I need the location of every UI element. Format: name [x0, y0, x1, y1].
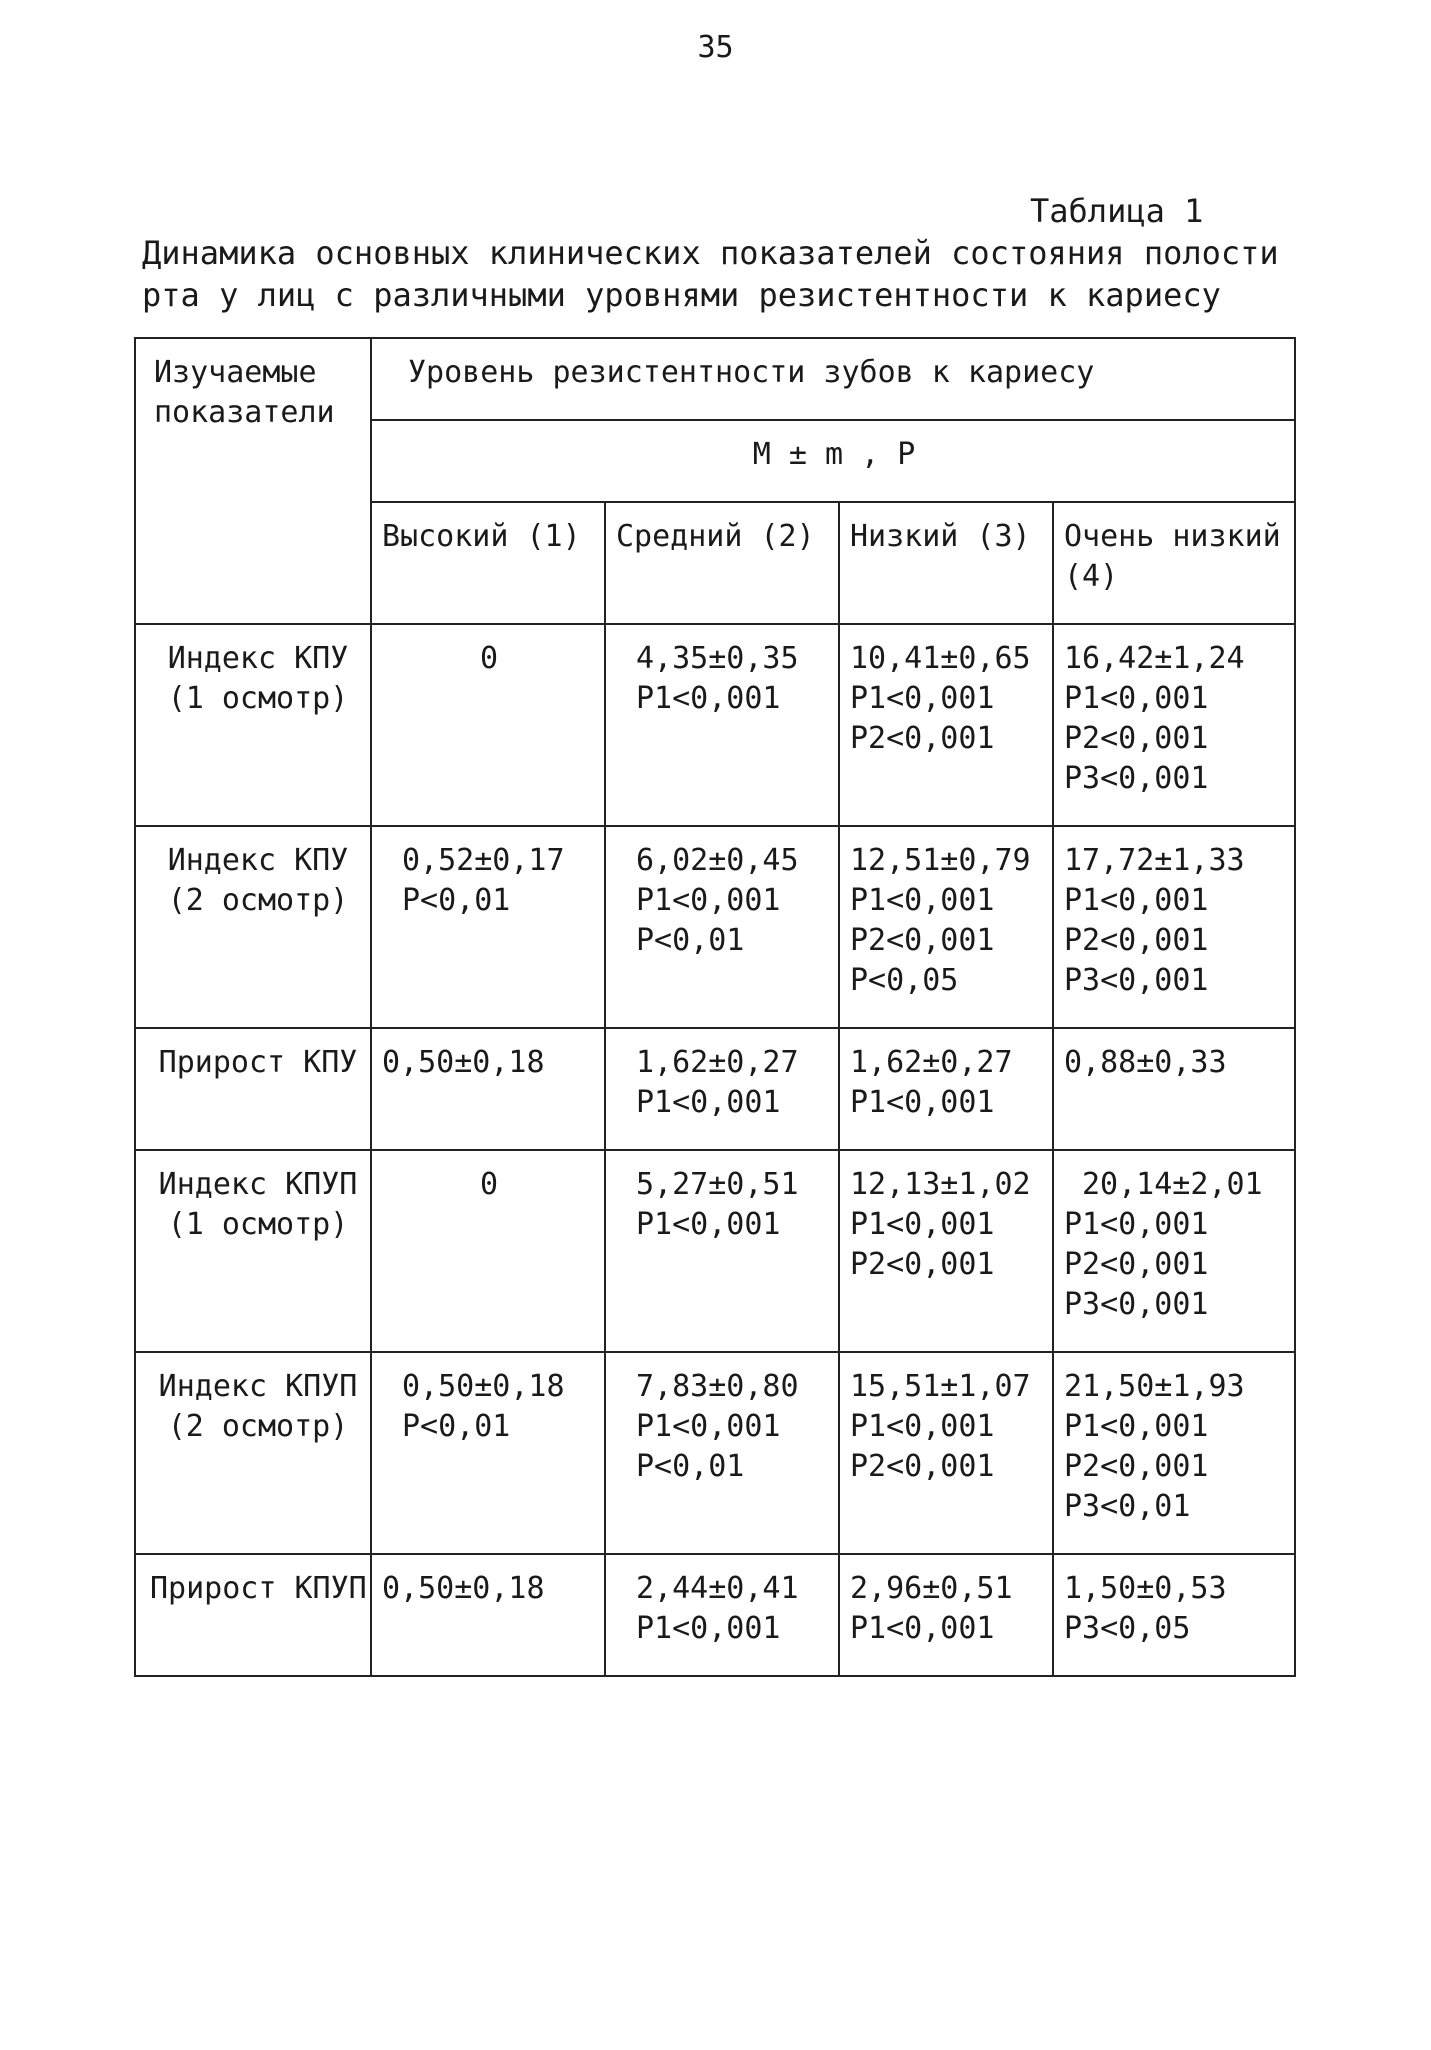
row-label-line: Прирост КПУП — [150, 1571, 367, 1606]
cell-line: 2,44±0,41 — [636, 1571, 799, 1606]
value-cell — [371, 826, 605, 1028]
cell-line: 5,27±0,51 — [636, 1167, 799, 1202]
group-header-cell: Уровень резистентности зубов к кариесу — [371, 338, 1295, 420]
cell-line: P1<0,001 — [636, 1409, 781, 1444]
value-cell — [605, 624, 839, 826]
row-label-cell — [135, 1352, 371, 1554]
stat-header-cell: M ± m , P — [371, 420, 1295, 502]
cell-line: P1<0,001 — [1064, 681, 1209, 716]
table-label: Таблица 1 — [1030, 192, 1204, 230]
cell-line: P2<0,001 — [850, 1449, 995, 1484]
table-row — [135, 1352, 1295, 1554]
value-cell — [371, 1554, 605, 1676]
level-header-cell: Средний (2) — [605, 502, 839, 624]
page-number: 35 — [697, 30, 734, 65]
value-cell — [839, 1352, 1053, 1554]
cell-line: P2<0,001 — [850, 1247, 995, 1282]
cell-line: P<0,05 — [850, 963, 959, 998]
cell-line: P<0,01 — [636, 923, 745, 958]
table-row — [135, 1554, 1295, 1676]
cell-line: P1<0,001 — [1064, 1409, 1209, 1444]
cell-line: P3<0,01 — [1064, 1489, 1191, 1524]
value-cell — [605, 826, 839, 1028]
row-label-cell — [135, 1150, 371, 1352]
row-label-line: (1 осмотр) — [167, 681, 349, 716]
cell-line: 16,42±1,24 — [1064, 641, 1245, 676]
value-cell — [371, 1352, 605, 1554]
value-cell — [839, 826, 1053, 1028]
cell-line: P2<0,001 — [1064, 721, 1209, 756]
value-cell — [1053, 1554, 1295, 1676]
cell-line: 2,96±0,51 — [850, 1571, 1013, 1606]
level-header-cell: Низкий (3) — [839, 502, 1053, 624]
level-header-cell: Очень низкий (4) — [1053, 502, 1295, 624]
cell-line: P1<0,001 — [850, 1085, 995, 1120]
value-cell — [1053, 1028, 1295, 1150]
cell-line: P2<0,001 — [850, 721, 995, 756]
row-label-line: (2 осмотр) — [167, 883, 349, 918]
cell-line: P1<0,001 — [1064, 1207, 1209, 1242]
value-cell — [1053, 624, 1295, 826]
cell-line: P1<0,001 — [636, 1207, 781, 1242]
cell-line: P1<0,001 — [850, 1207, 995, 1242]
row-label-line: Индекс КПУ — [167, 843, 349, 878]
value-cell — [605, 1028, 839, 1150]
cell-line: 20,14±2,01 — [1082, 1167, 1263, 1202]
caption-line: рта у лиц с различными уровнями резистентности к кариесу — [142, 276, 1221, 314]
cell-line: P2<0,001 — [1064, 1449, 1209, 1484]
row-label-line: (1 осмотр) — [167, 1207, 349, 1242]
value-cell — [839, 1150, 1053, 1352]
row-label-cell — [135, 1028, 371, 1150]
cell-line: P3<0,001 — [1064, 761, 1209, 796]
cell-line: 1,50±0,53 — [1064, 1571, 1227, 1606]
cell-line: 15,51±1,07 — [850, 1369, 1031, 1404]
row-label-line: Индекс КПУП — [158, 1369, 358, 1404]
value-cell — [605, 1554, 839, 1676]
cell-line: P1<0,001 — [850, 1409, 995, 1444]
cell-line: 0,50±0,18 — [382, 1571, 545, 1606]
cell-line: 12,13±1,02 — [850, 1167, 1031, 1202]
value-cell — [371, 1028, 605, 1150]
value-cell — [371, 624, 605, 826]
caption-line: Динамика основных клинических показателей состояния полости — [142, 234, 1279, 272]
cell-line: P1<0,001 — [636, 883, 781, 918]
cell-line: P<0,01 — [402, 883, 511, 918]
value-cell — [1053, 826, 1295, 1028]
cell-line: P1<0,001 — [636, 681, 781, 716]
cell-line: 10,41±0,65 — [850, 641, 1031, 676]
value-cell — [1053, 1352, 1295, 1554]
table-row — [135, 1150, 1295, 1352]
cell-line: 0,50±0,18 — [382, 1045, 545, 1080]
value-cell — [605, 1150, 839, 1352]
row-header-cell: Изучаемые показатели — [135, 338, 371, 624]
cell-line: 21,50±1,93 — [1064, 1369, 1245, 1404]
table-row — [135, 826, 1295, 1028]
cell-line: 0 — [479, 1167, 499, 1202]
cell-line: 4,35±0,35 — [636, 641, 799, 676]
cell-line: 17,72±1,33 — [1064, 843, 1245, 878]
table-row — [135, 1028, 1295, 1150]
cell-line: P1<0,001 — [636, 1085, 781, 1120]
cell-line: P2<0,001 — [1064, 923, 1209, 958]
cell-line: 1,62±0,27 — [636, 1045, 799, 1080]
cell-line: 6,02±0,45 — [636, 843, 799, 878]
cell-line: P1<0,001 — [850, 1611, 995, 1646]
cell-line: P3<0,001 — [1064, 1287, 1209, 1322]
cell-line: 12,51±0,79 — [850, 843, 1031, 878]
table-row — [135, 624, 1295, 826]
row-label-line: Прирост КПУ — [158, 1045, 358, 1080]
row-label-cell — [135, 624, 371, 826]
value-cell — [839, 1554, 1053, 1676]
value-cell — [1053, 1150, 1295, 1352]
cell-line: P<0,01 — [402, 1409, 511, 1444]
cell-line: 1,62±0,27 — [850, 1045, 1013, 1080]
cell-line: P1<0,001 — [850, 883, 995, 918]
cell-line: P3<0,001 — [1064, 963, 1209, 998]
row-label-line: Индекс КПУ — [167, 641, 349, 676]
cell-line: P2<0,001 — [850, 923, 995, 958]
value-cell — [839, 1028, 1053, 1150]
value-cell — [605, 1352, 839, 1554]
cell-line: P1<0,001 — [1064, 883, 1209, 918]
value-cell — [371, 1150, 605, 1352]
table-caption — [142, 232, 1282, 316]
cell-line: P1<0,001 — [850, 681, 995, 716]
cell-line: P<0,01 — [636, 1449, 745, 1484]
data-table — [134, 337, 1296, 1677]
row-label-line: (2 осмотр) — [167, 1409, 349, 1444]
cell-line: P1<0,001 — [636, 1611, 781, 1646]
cell-line: P3<0,05 — [1064, 1611, 1191, 1646]
row-label-cell — [135, 1554, 371, 1676]
level-header-cell: Высокий (1) — [371, 502, 605, 624]
cell-line: 0 — [479, 641, 499, 676]
cell-line: 7,83±0,80 — [636, 1369, 799, 1404]
cell-line: 0,88±0,33 — [1064, 1045, 1227, 1080]
value-cell — [839, 624, 1053, 826]
cell-line: P2<0,001 — [1064, 1247, 1209, 1282]
cell-line: 0,50±0,18 — [402, 1369, 565, 1404]
row-label-cell — [135, 826, 371, 1028]
row-label-line: Индекс КПУП — [158, 1167, 358, 1202]
cell-line: 0,52±0,17 — [402, 843, 565, 878]
